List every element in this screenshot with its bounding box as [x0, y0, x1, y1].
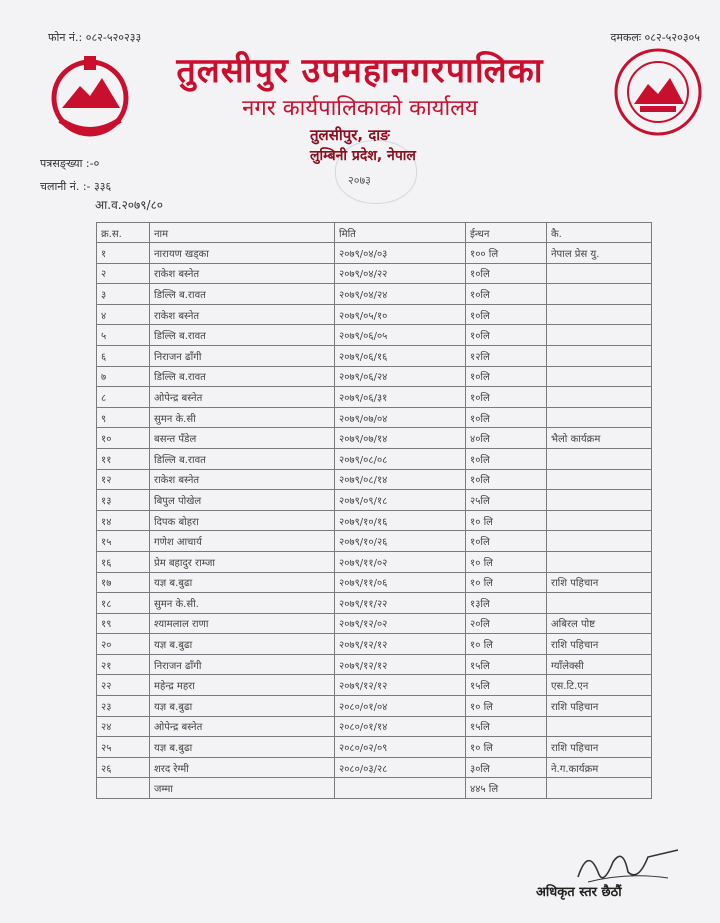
cell-date: २०८०/०३/२८: [335, 757, 466, 778]
cell-fuel: १० लि: [466, 737, 547, 758]
cell-name: ओपेन्द्र बस्नेत: [150, 716, 335, 737]
cell-sn: १३: [97, 490, 150, 511]
header-date: मिति: [335, 223, 466, 243]
cell-sn: ८: [97, 387, 150, 408]
table-row: [97, 654, 652, 675]
fire-number: दमकलः ०८२-५२०३०५: [610, 31, 700, 44]
cell-date: २०७९/०६/१६: [335, 345, 466, 366]
table-row: [97, 243, 652, 264]
table-row: [97, 407, 652, 428]
cell-remarks: [547, 263, 652, 284]
cell-name: डिल्लि ब.रावत: [150, 366, 335, 387]
office-location-province: लुम्बिनी प्रदेश, नेपाल: [310, 148, 416, 164]
letter-number: पत्रसङ्ख्या :-०: [40, 157, 100, 170]
table-row: [97, 757, 652, 778]
cell-date: २०७९/०७/०४: [335, 407, 466, 428]
cell-date: २०७९/०६/२४: [335, 366, 466, 387]
table-row: [97, 263, 652, 284]
cell-date: २०७९/०५/१०: [335, 304, 466, 325]
cell-date: २०७९/०६/३१: [335, 387, 466, 408]
table-row: [97, 696, 652, 717]
cell-remarks: [547, 551, 652, 572]
cell-sn: २४: [97, 716, 150, 737]
cell-fuel: ४०लि: [466, 428, 547, 449]
cell-sn: १४: [97, 510, 150, 531]
dispatch-number: चलानी नं. :- ३३६: [40, 180, 112, 193]
cell-sn: २६: [97, 757, 150, 778]
cell-date: २०७९/११/०६: [335, 572, 466, 593]
cell-date: २०७९/०४/२४: [335, 284, 466, 305]
cell-sn: ६: [97, 345, 150, 366]
cell-fuel: १०लि: [466, 284, 547, 305]
cell-fuel: १०० लि: [466, 243, 547, 264]
cell-sn: ९: [97, 407, 150, 428]
cell-date: २०७९/१२/१२: [335, 634, 466, 655]
cell-sn: २: [97, 263, 150, 284]
cell-sn: ३: [97, 284, 150, 305]
cell-remarks: [547, 510, 652, 531]
total-row: [97, 778, 652, 799]
cell-date: २०७९/१२/१२: [335, 675, 466, 696]
cell-name: शरद रेग्मी: [150, 757, 335, 778]
cell-fuel: १० लि: [466, 572, 547, 593]
cell-fuel: १३लि: [466, 593, 547, 614]
table-row: [97, 387, 652, 408]
cell-name: राकेश बस्नेत: [150, 469, 335, 490]
cell-sn: २५: [97, 737, 150, 758]
table-row: [97, 490, 652, 511]
cell-name: बसन्त पँडेल: [150, 428, 335, 449]
cell-remarks: [547, 345, 652, 366]
cell-sn: ११: [97, 448, 150, 469]
officer-designation: अधिकृत स्तर छैठौं: [536, 885, 622, 900]
cell-fuel: २०लि: [466, 613, 547, 634]
cell-sn: ४: [97, 304, 150, 325]
cell-name: निराजन ढाँगी: [150, 345, 335, 366]
total-label: जम्मा: [150, 778, 335, 799]
table-row: [97, 304, 652, 325]
table-row: [97, 737, 652, 758]
cell-sn: २२: [97, 675, 150, 696]
fiscal-year: आ.व.२०७९/८०: [95, 198, 164, 212]
table-row: [97, 613, 652, 634]
table-row: [97, 366, 652, 387]
cell-name: निराजन ढाँगी: [150, 654, 335, 675]
office-title: तुलसीपुर उपमहानगरपालिका: [176, 51, 544, 91]
cell-remarks: नेपाल प्रेस यु.: [547, 243, 652, 264]
header-remarks: कै.: [547, 223, 652, 243]
cell-date: २०७९/११/२२: [335, 593, 466, 614]
table-row: [97, 345, 652, 366]
cell-remarks: [547, 490, 652, 511]
cell-date: २०७९/११/०२: [335, 551, 466, 572]
cell-name: यज्ञ ब.बुढा: [150, 572, 335, 593]
header-fuel: ईन्धन: [466, 223, 547, 243]
cell-sn: २०: [97, 634, 150, 655]
cell-remarks: [547, 284, 652, 305]
header-name: नाम: [150, 223, 335, 243]
cell-sn: १५: [97, 531, 150, 552]
cell-name: डिल्लि ब.रावत: [150, 448, 335, 469]
cell-sn: १२: [97, 469, 150, 490]
cell-date: २०७९/१२/०२: [335, 613, 466, 634]
cell-sn: १७: [97, 572, 150, 593]
table-row: [97, 510, 652, 531]
total-value: ४४५ लि: [466, 778, 547, 799]
cell-remarks: [547, 531, 652, 552]
cell-name: ओपेन्द्र बस्नेत: [150, 387, 335, 408]
cell-date: २०७९/०६/०५: [335, 325, 466, 346]
table-row: [97, 675, 652, 696]
total-remarks: [547, 778, 652, 799]
cell-fuel: ३०लि: [466, 757, 547, 778]
cell-remarks: राशि पहिचान: [547, 572, 652, 593]
cell-sn: ५: [97, 325, 150, 346]
cell-name: यज्ञ ब.बुढा: [150, 737, 335, 758]
table-row: [97, 448, 652, 469]
office-subtitle: नगर कार्यपालिकाको कार्यालय: [242, 96, 478, 121]
cell-name: सुमन के.सी.: [150, 593, 335, 614]
cell-remarks: [547, 593, 652, 614]
table-row: [97, 469, 652, 490]
cell-remarks: [547, 469, 652, 490]
cell-remarks: [547, 304, 652, 325]
cell-fuel: १५लि: [466, 654, 547, 675]
cell-date: २०७९/०४/२२: [335, 263, 466, 284]
cell-remarks: एस.टि.एन: [547, 675, 652, 696]
cell-remarks: [547, 387, 652, 408]
cell-date: २०८०/०२/०९: [335, 737, 466, 758]
cell-name: डिल्लि ब.रावत: [150, 284, 335, 305]
header-sn: क्र.स.: [97, 223, 150, 243]
cell-remarks: [547, 407, 652, 428]
cell-fuel: १५लि: [466, 716, 547, 737]
cell-sn: १८: [97, 593, 150, 614]
table-row: [97, 531, 652, 552]
cell-name: यज्ञ ब.बुढा: [150, 634, 335, 655]
cell-date: २०७९/१२/१२: [335, 654, 466, 675]
cell-date: २०७९/१०/२६: [335, 531, 466, 552]
cell-remarks: [547, 366, 652, 387]
cell-fuel: १०लि: [466, 366, 547, 387]
cell-fuel: १०लि: [466, 469, 547, 490]
cell-sn: १९: [97, 613, 150, 634]
stamp-number: २०७३: [348, 174, 371, 187]
cell-fuel: १०लि: [466, 407, 547, 428]
cell-remarks: राशि पहिचान: [547, 634, 652, 655]
cell-remarks: ने.ग.कार्यक्रम: [547, 757, 652, 778]
cell-fuel: १०लि: [466, 263, 547, 284]
cell-sn: २३: [97, 696, 150, 717]
cell-fuel: १० लि: [466, 551, 547, 572]
cell-date: २०७९/०४/०३: [335, 243, 466, 264]
cell-name: प्रेम बहादुर राम्जा: [150, 551, 335, 572]
total-date: [335, 778, 466, 799]
cell-remarks: भैलो कार्यक्रम: [547, 428, 652, 449]
table-row: [97, 634, 652, 655]
cell-fuel: १२लि: [466, 345, 547, 366]
cell-fuel: १५लि: [466, 675, 547, 696]
cell-remarks: राशि पहिचान: [547, 737, 652, 758]
table-row: [97, 428, 652, 449]
cell-sn: ७: [97, 366, 150, 387]
table-row: [97, 593, 652, 614]
cell-name: यज्ञ ब.बुढा: [150, 696, 335, 717]
table-row: [97, 325, 652, 346]
fuel-table: [96, 222, 652, 799]
cell-fuel: १० लि: [466, 634, 547, 655]
cell-sn: १०: [97, 428, 150, 449]
cell-fuel: २५लि: [466, 490, 547, 511]
cell-fuel: १०लि: [466, 448, 547, 469]
cell-date: २०७९/०९/१८: [335, 490, 466, 511]
cell-date: २०८०/०१/१४: [335, 716, 466, 737]
phone-number: फोन नं.: ०८२-५२०२३३: [48, 31, 142, 44]
cell-name: सुमन के.सी: [150, 407, 335, 428]
cell-fuel: १० लि: [466, 510, 547, 531]
cell-name: डिल्लि ब.रावत: [150, 325, 335, 346]
cell-date: २०८०/०१/०४: [335, 696, 466, 717]
cell-fuel: १०लि: [466, 387, 547, 408]
cell-sn: २१: [97, 654, 150, 675]
cell-fuel: १०लि: [466, 325, 547, 346]
table-row: [97, 716, 652, 737]
total-sn: [97, 778, 150, 799]
table-header-row: [97, 223, 652, 243]
cell-fuel: १०लि: [466, 304, 547, 325]
cell-name: नारायण खड्का: [150, 243, 335, 264]
cell-remarks: [547, 448, 652, 469]
cell-remarks: अबिरल पोष्ट: [547, 613, 652, 634]
cell-remarks: [547, 716, 652, 737]
cell-name: महेन्द्र महरा: [150, 675, 335, 696]
cell-date: २०७९/१०/१६: [335, 510, 466, 531]
cell-fuel: १०लि: [466, 531, 547, 552]
cell-date: २०७९/०७/१४: [335, 428, 466, 449]
cell-name: बिपुल पोखेल: [150, 490, 335, 511]
cell-fuel: १० लि: [466, 696, 547, 717]
cell-remarks: [547, 325, 652, 346]
table-row: [97, 284, 652, 305]
cell-remarks: ग्याँलेक्सी: [547, 654, 652, 675]
cell-name: राकेश बस्नेत: [150, 263, 335, 284]
table-row: [97, 572, 652, 593]
table-row: [97, 551, 652, 572]
cell-sn: १: [97, 243, 150, 264]
cell-name: दिपक बोहरा: [150, 510, 335, 531]
cell-name: गणेश आचार्य: [150, 531, 335, 552]
cell-name: राकेश बस्नेत: [150, 304, 335, 325]
cell-sn: १६: [97, 551, 150, 572]
cell-date: २०७९/०८/१४: [335, 469, 466, 490]
cell-name: श्यामलाल राणा: [150, 613, 335, 634]
office-location-city: तुलसीपुर, दाङ: [310, 126, 390, 144]
cell-remarks: राशि पहिचान: [547, 696, 652, 717]
cell-date: २०७९/०८/०८: [335, 448, 466, 469]
